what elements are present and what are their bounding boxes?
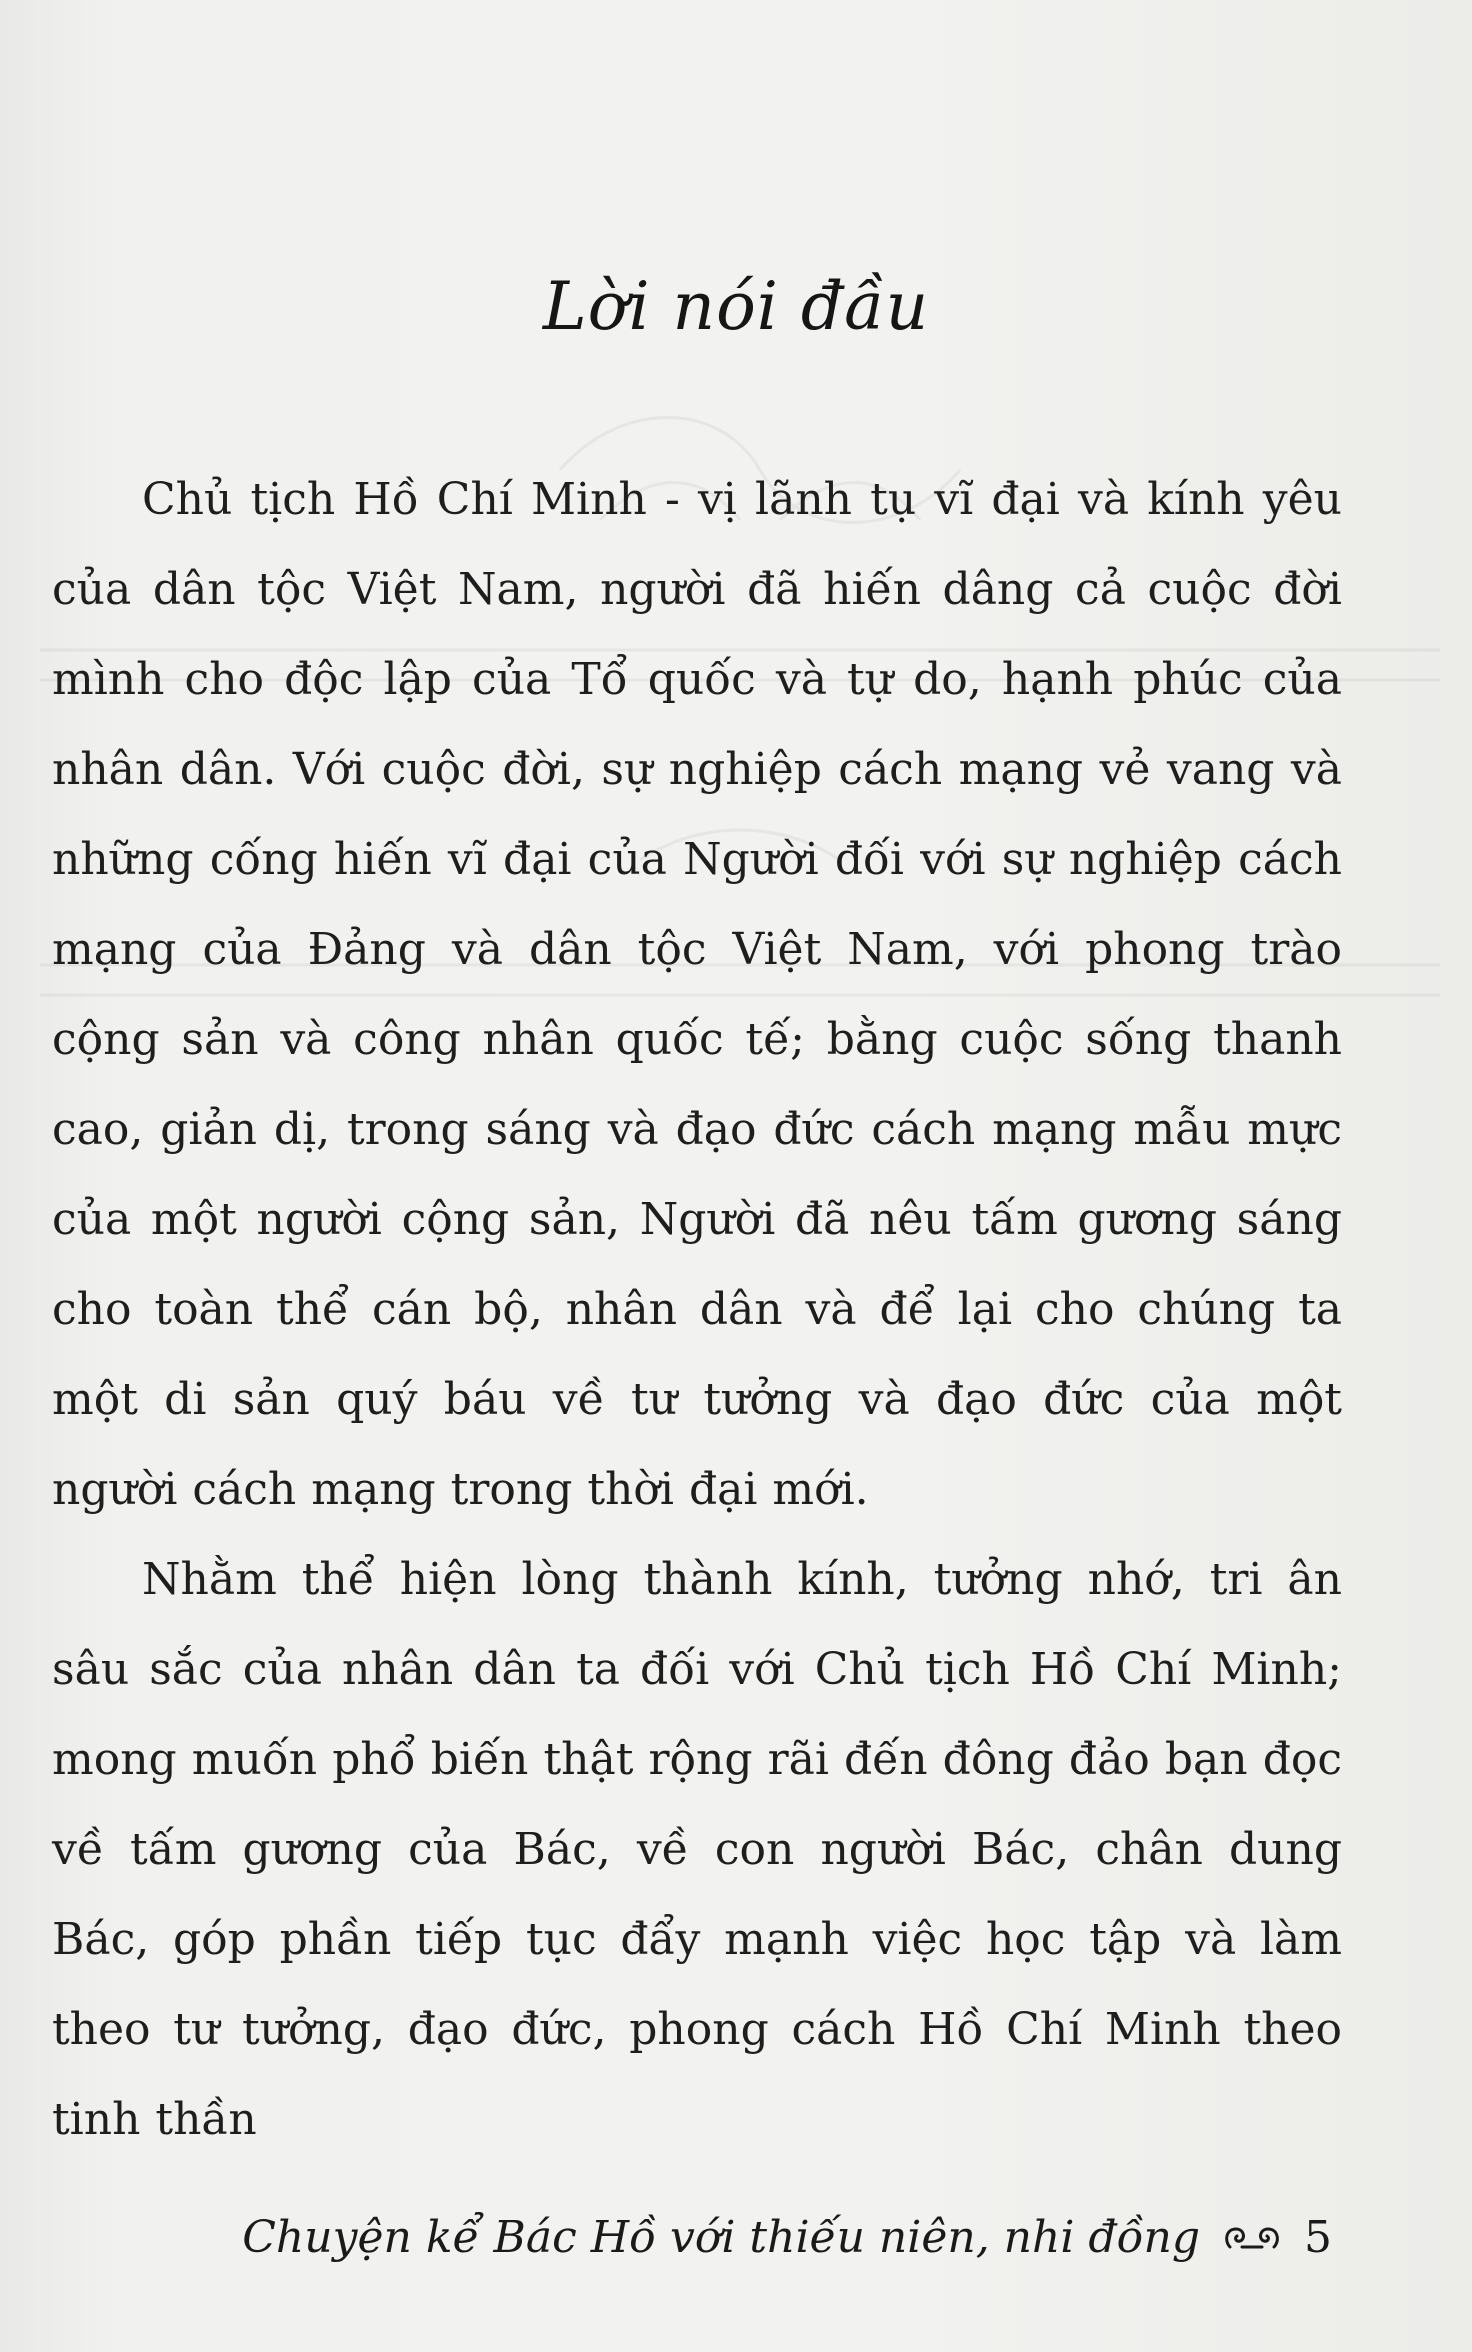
page-title: Lời nói đầu: [542, 268, 930, 345]
page-footer: [242, 2212, 1332, 2263]
page-number: 5: [1304, 2212, 1332, 2263]
paragraph-1: Chủ tịch Hồ Chí Minh - vị lãnh tụ vĩ đại và kính yêu của dân tộc Việt Nam, người đã hiến dâng cả cuộc đời mình cho độc lập của Tổ quốc và tự do, hạnh phúc của nhân dân. Với cuộc đời, sự nghiệp cách mạng vẻ vang và những cống hiến vĩ đại của Người đối với sự nghiệp cách mạng của Đảng và dân tộc Việt Nam, với phong trào cộng sản và công nhân quốc tế; bằng cuộc sống thanh cao, giản dị, trong sáng và đạo đức cách mạng mẫu mực của một người cộng sản, Người đã nêu tấm gương sáng cho toàn thể cán bộ, nhân dân và để lại cho chúng ta một di sản quý báu về tư tưởng và đạo đức của một người cách mạng trong thời đại mới.: [52, 474, 1342, 1515]
running-footer-title: Chuyện kể Bác Hồ với thiếu niên, nhi đồng: [242, 2212, 1200, 2263]
scroll-ornament-icon: [1222, 2221, 1282, 2255]
paragraph-2: Nhằm thể hiện lòng thành kính, tưởng nhớ, tri ân sâu sắc của nhân dân ta đối với Chủ tịch Hồ Chí Minh; mong muốn phổ biến thật rộng rãi đến đông đảo bạn đọc về tấm gương của Bác, về con người Bác, chân dung Bác, góp phần tiếp tục đẩy mạnh việc học tập và làm theo tư tưởng, đạo đức, phong cách Hồ Chí Minh theo tinh thần: [52, 1554, 1342, 2145]
body-text: [52, 455, 1342, 2165]
